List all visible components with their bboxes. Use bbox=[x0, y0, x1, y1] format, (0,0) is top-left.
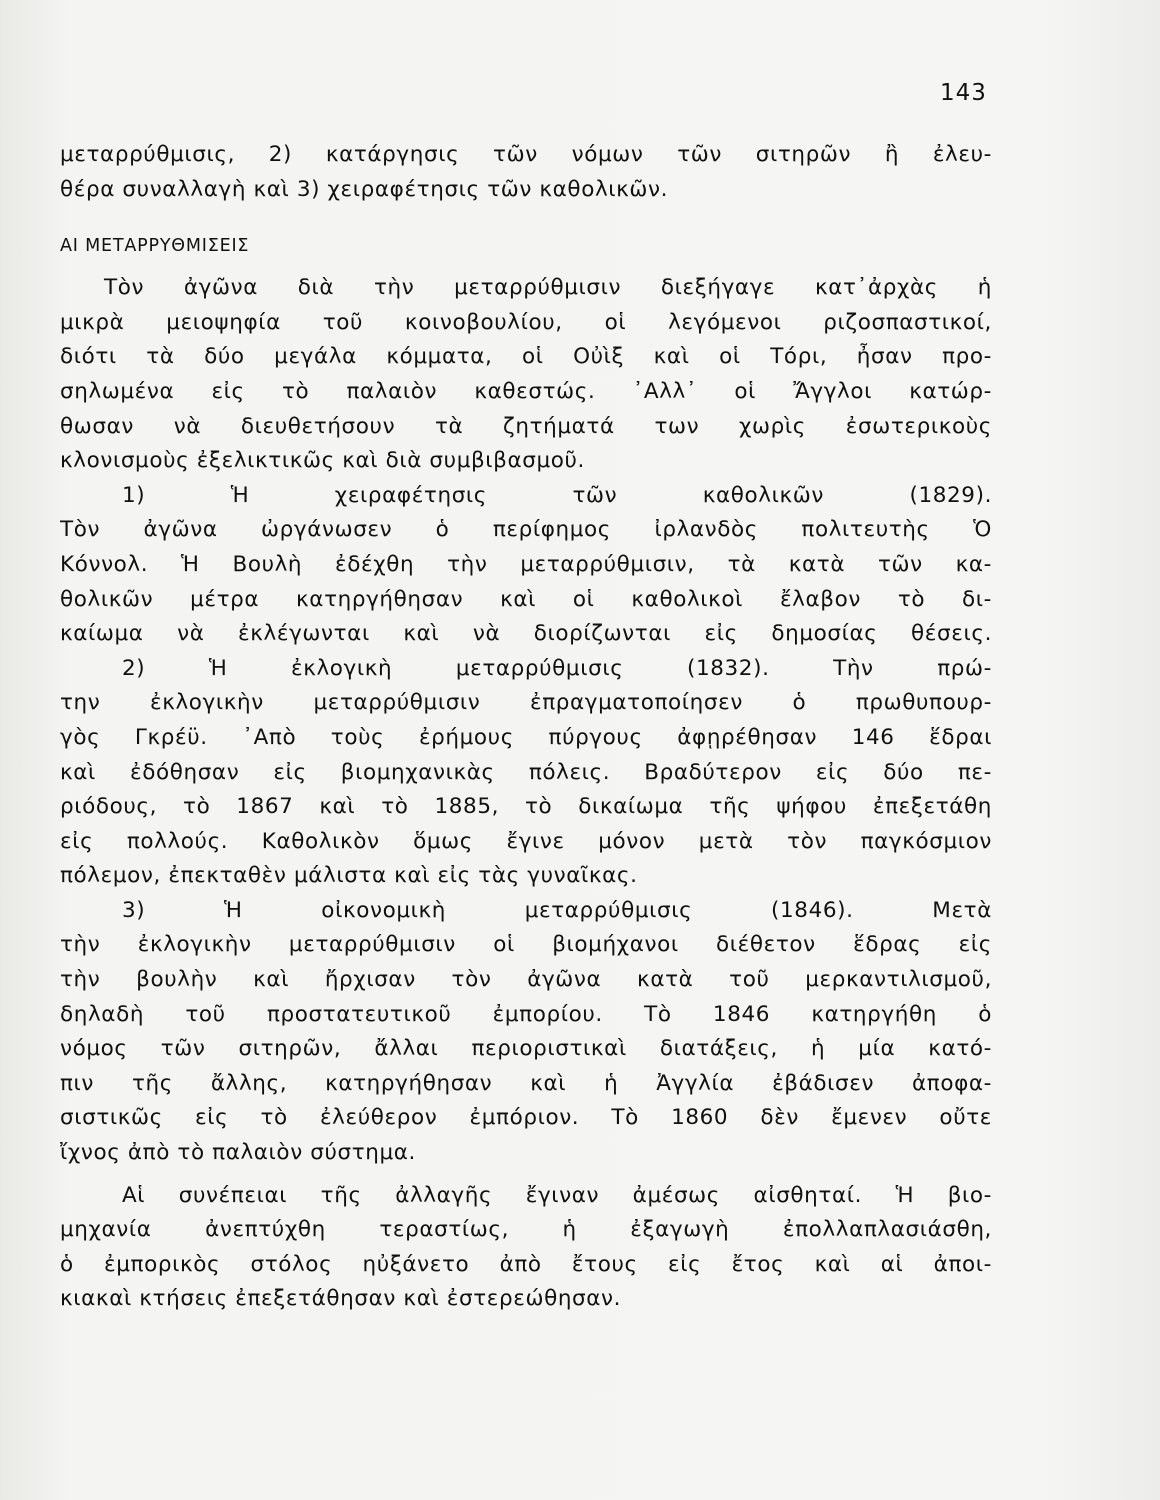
text-line: μηχανία ἀνεπτύχθη τεραστίως, ἡ ἐξαγωγὴ ἐπολλαπλασιάσθη, bbox=[60, 1217, 992, 1243]
section-heading: ΑΙ ΜΕΤΑΡΡΥΘΜΙΣΕΙΣ bbox=[60, 236, 250, 257]
text-line: νόμος τῶν σιτηρῶν, ἄλλαι περιοριστικαὶ διατάξεις, ἡ μία κατό- bbox=[60, 1036, 992, 1062]
text-line: ὁ ἐμπορικὸς στόλος ηὐξάνετο ἀπὸ ἔτους εἰς ἔτος καὶ αἱ ἀποι- bbox=[60, 1251, 992, 1277]
subsection-title-line: 3) Ἡ οἰκονομικὴ μεταρρύθμισις (1846). Μετὰ bbox=[122, 897, 992, 923]
text-line: Τὸν ἀγῶνα διὰ τὴν μεταρρύθμισιν διεξήγαγε κατ᾽ἀρχὰς ἡ bbox=[104, 275, 992, 301]
text-line: πιν τῆς ἄλλης, κατηργήθησαν καὶ ἡ Ἀγγλία ἐβάδισεν ἀποφα- bbox=[60, 1070, 992, 1096]
text-line: σιστικῶς εἰς τὸ ἐλεύθερον ἐμπόριον. Τὸ 1860 δὲν ἔμενεν οὔτε bbox=[60, 1105, 992, 1131]
text-line: Τὸν ἀγῶνα ὠργάνωσεν ὁ περίφημος ἰρλανδὸς πολιτευτὴς Ὁ bbox=[60, 517, 992, 543]
text-line: γὸς Γκρέϋ. ᾽Απὸ τοὺς ἐρήμους πύργους ἀφῃρέθησαν 146 ἕδραι bbox=[60, 724, 992, 750]
text-line: μεταρρύθμισις, 2) κατάργησις τῶν νόμων τῶν σιτηρῶν ἢ ἐλευ- bbox=[60, 142, 992, 167]
text-line: ριόδους, τὸ 1867 καὶ τὸ 1885, τὸ δικαίωμα τῆς ψήφου ἐπεξετάθη bbox=[60, 794, 992, 820]
subsection-title-line: 1) Ἡ χειραφέτησις τῶν καθολικῶν (1829). bbox=[122, 482, 992, 508]
text-line: διότι τὰ δύο μεγάλα κόμματα, οἱ Οὐὶξ καὶ οἱ Τόρι, ἦσαν προ- bbox=[60, 344, 992, 370]
text-line: καὶ ἐδόθησαν εἰς βιομηχανικὰς πόλεις. Βραδύτερον εἰς δύο πε- bbox=[60, 759, 992, 785]
text-line: δηλαδὴ τοῦ προστατευτικοῦ ἐμπορίου. Τὸ 1846 κατηργήθη ὁ bbox=[60, 1001, 992, 1027]
text-line: τὴν βουλὴν καὶ ἤρχισαν τὸν ἀγῶνα κατὰ τοῦ μερκαντιλισμοῦ, bbox=[60, 967, 992, 993]
text-line: εἰς πολλούς. Καθολικὸν ὅμως ἔγινε μόνον μετὰ τὸν παγκόσμιον bbox=[60, 828, 992, 854]
text-line: κλονισμοὺς ἐξελικτικῶς καὶ διὰ συμβιβασμοῦ. bbox=[60, 448, 585, 474]
text-line: πόλεμον, ἐπεκταθὲν μάλιστα καὶ εἰς τὰς γυναῖκας. bbox=[60, 863, 638, 889]
text-line: τὴν ἐκλογικὴν μεταρρύθμισιν οἱ βιομήχανοι διέθετον ἕδρας εἰς bbox=[60, 932, 992, 958]
text-line: την ἐκλογικὴν μεταρρύθμισιν ἐπραγματοποίησεν ὁ πρωθυπουρ- bbox=[60, 690, 992, 716]
page-text bbox=[60, 138, 992, 1317]
text-line: Κόννολ. Ἡ Βουλὴ ἐδέχθη τὴν μεταρρύθμισιν, τὰ κατὰ τῶν κα- bbox=[60, 551, 992, 577]
text-line: καίωμα νὰ ἐκλέγωνται καὶ νὰ διορίζωνται εἰς δημοσίας θέσεις. bbox=[60, 621, 992, 647]
text-line: ἴχνος ἀπὸ τὸ παλαιὸν σύστημα. bbox=[60, 1140, 416, 1166]
text-line: κιακαὶ κτήσεις ἐπεξετάθησαν καὶ ἐστερεώθησαν. bbox=[60, 1286, 622, 1312]
text-line: Αἱ συνέπειαι τῆς ἀλλαγῆς ἔγιναν ἀμέσως αἰσθηταί. Ἡ βιο- bbox=[122, 1182, 992, 1208]
text-line: μικρὰ μειοψηφία τοῦ κοινοβουλίου, οἱ λεγόμενοι ριζοσπαστικοί, bbox=[60, 309, 992, 335]
text-line: θωσαν νὰ διευθετήσουν τὰ ζητήματά των χωρὶς ἐσωτερικοὺς bbox=[60, 413, 992, 439]
paragraph-gap bbox=[60, 1171, 992, 1179]
text-line: θολικῶν μέτρα κατηργήθησαν καὶ οἱ καθολικοὶ ἔλαβον τὸ δι- bbox=[60, 586, 992, 612]
page-number: 143 bbox=[940, 80, 987, 106]
text-line: θέρα συναλλαγὴ καὶ 3) χειραφέτησις τῶν καθολικῶν. bbox=[60, 176, 669, 202]
subsection-title-line: 2) Ἡ ἐκλογικὴ μεταρρύθμισις (1832). Τὴν πρώ- bbox=[122, 655, 992, 681]
text-line: σηλωμένα εἰς τὸ παλαιὸν καθεστώς. ᾽Αλλ᾽ οἱ Ἄγγλοι κατώρ- bbox=[60, 378, 992, 404]
